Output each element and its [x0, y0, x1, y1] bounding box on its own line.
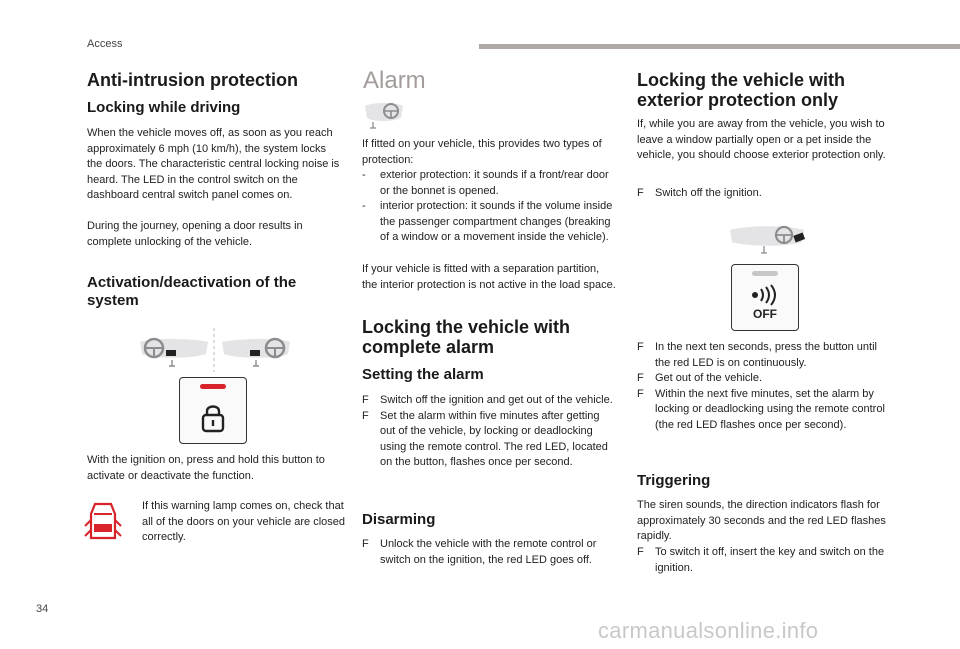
- complete-alarm-heading-line-2: complete alarm: [362, 337, 495, 357]
- setting-step: [362, 393, 617, 409]
- setting-step-text: Switch off the ignition and get out of the vehicle.: [380, 394, 613, 406]
- bullet-glyph: F: [362, 409, 369, 422]
- activation-heading: [87, 274, 296, 310]
- exterior-steps: [637, 340, 892, 433]
- header-rule: [479, 44, 960, 49]
- bullet-glyph: F: [637, 187, 644, 199]
- bullet-glyph: F: [637, 546, 644, 558]
- anti-intrusion-title: Anti-intrusion protection: [87, 70, 298, 90]
- protection-item-exterior-text: exterior protection: it sounds if a front/rear door or the bonnet is opened.: [380, 169, 609, 197]
- bullet-glyph: F: [637, 387, 644, 400]
- exterior-step-text: Get out of the vehicle.: [655, 372, 763, 384]
- activation-heading-line-1: Activation/deactivation of the: [87, 274, 297, 291]
- gear-lever-icon-2: [253, 360, 259, 366]
- padlock-icon: [202, 404, 224, 432]
- list-dash: -: [362, 200, 366, 212]
- dashboard-illustration-right: [728, 222, 808, 258]
- complete-alarm-heading-line-1: Locking the vehicle with: [362, 317, 571, 337]
- setting-steps: [362, 393, 617, 471]
- protection-item-interior-text: interior protection: it sounds if the volume inside the passenger compartment changes (breaking of a window or a movement inside the vehicle).: [380, 200, 613, 243]
- setting-alarm-heading: Setting the alarm: [362, 366, 484, 383]
- door-open-warning-icon: [86, 500, 120, 544]
- exterior-step-text: Within the next five minutes, set the alarm by locking or deadlocking using the remote control (the red LED flashes once per second).: [655, 387, 885, 431]
- page-number: 34: [36, 603, 49, 615]
- switch-panel-highlight: [166, 350, 176, 356]
- gear-lever-icon: [169, 360, 175, 366]
- alarm-title: Alarm: [363, 67, 426, 94]
- exterior-protection-heading: [637, 70, 845, 110]
- triggering-heading: Triggering: [637, 472, 711, 489]
- disarming-heading: Disarming: [362, 511, 436, 528]
- partition-text: If your vehicle is fitted with a separation partition, the interior protection is not active in the load space.: [362, 263, 616, 291]
- activation-heading-line-2: system: [87, 292, 139, 309]
- alarm-intro: If fitted on your vehicle, this provides two types of protection:: [362, 138, 602, 166]
- disarming-steps: [362, 537, 617, 568]
- exterior-step: [637, 387, 892, 434]
- setting-step: [362, 409, 617, 471]
- lock-button[interactable]: [179, 377, 247, 444]
- section-label: Access: [87, 38, 123, 50]
- bullet-glyph: F: [637, 372, 644, 384]
- triggering-step-text: To switch it off, insert the key and switch on the ignition.: [655, 546, 885, 574]
- locking-while-driving-text: When the vehicle moves off, as soon as you reach approximately 6 mph (10 km/h), the system locks the doors. The characteristic central locking noise is heard. The LED in the control switch on the dashboard central switch panel comes on.: [87, 127, 340, 201]
- setting-step-text: Set the alarm within five minutes after getting out of the vehicle, by locking or deadlocking using the remote control. The red LED, located on the button, flashes once per second.: [380, 409, 608, 468]
- exterior-alarm-button[interactable]: [731, 264, 799, 331]
- led-indicator: [752, 271, 778, 276]
- disarming-step: [362, 537, 617, 568]
- exterior-protection-heading-line-2: exterior protection only: [637, 90, 839, 110]
- exterior-step: [637, 340, 892, 371]
- locking-while-driving-heading: Locking while driving: [87, 99, 241, 116]
- switch-panel-highlight-2: [250, 350, 260, 356]
- warning-lamp-text: If this warning lamp comes on, check that all of the doors on your vehicle are closed correctly.: [142, 500, 346, 543]
- exterior-protection-heading-line-1: Locking the vehicle with: [637, 70, 846, 90]
- exterior-protection-intro: If, while you are away from the vehicle, you wish to leave a window partially open or a pet inside the vehicle, you should choose exterior protection only.: [637, 118, 886, 161]
- exterior-step-text: In the next ten seconds, press the button until the red LED is on continuously.: [655, 341, 877, 369]
- bullet-glyph: F: [362, 538, 369, 550]
- list-dash: -: [362, 169, 366, 181]
- switch-off-step: [637, 186, 910, 202]
- protection-item-interior: [362, 199, 617, 246]
- disarming-step-text: Unlock the vehicle with the remote control or switch on the ignition, the red LED goes off.: [380, 538, 597, 566]
- activation-text: With the ignition on, press and hold this button to activate or deactivate the function.: [87, 454, 325, 482]
- dashboard-illustration: [132, 326, 302, 374]
- protection-item-exterior: [362, 168, 617, 199]
- protection-list: [362, 168, 617, 246]
- bullet-glyph: F: [637, 341, 644, 353]
- red-led: [200, 384, 226, 389]
- triggering-step: [637, 545, 910, 576]
- switch-off-step-text: Switch off the ignition.: [655, 187, 762, 199]
- triggering-text: The siren sounds, the direction indicators flash for approximately 30 seconds and the red LED flashes rapidly.: [637, 499, 886, 542]
- dashboard-mini-icon: [361, 100, 405, 134]
- bullet-glyph: F: [362, 394, 369, 406]
- locking-while-driving-text-2: During the journey, opening a door results in complete unlocking of the vehicle.: [87, 220, 303, 248]
- off-label: OFF: [753, 307, 777, 321]
- alarm-signal-icon: [746, 285, 784, 305]
- exterior-step: [637, 371, 892, 387]
- complete-alarm-heading: [362, 317, 570, 357]
- watermark: carmanualsonline.info: [598, 618, 819, 643]
